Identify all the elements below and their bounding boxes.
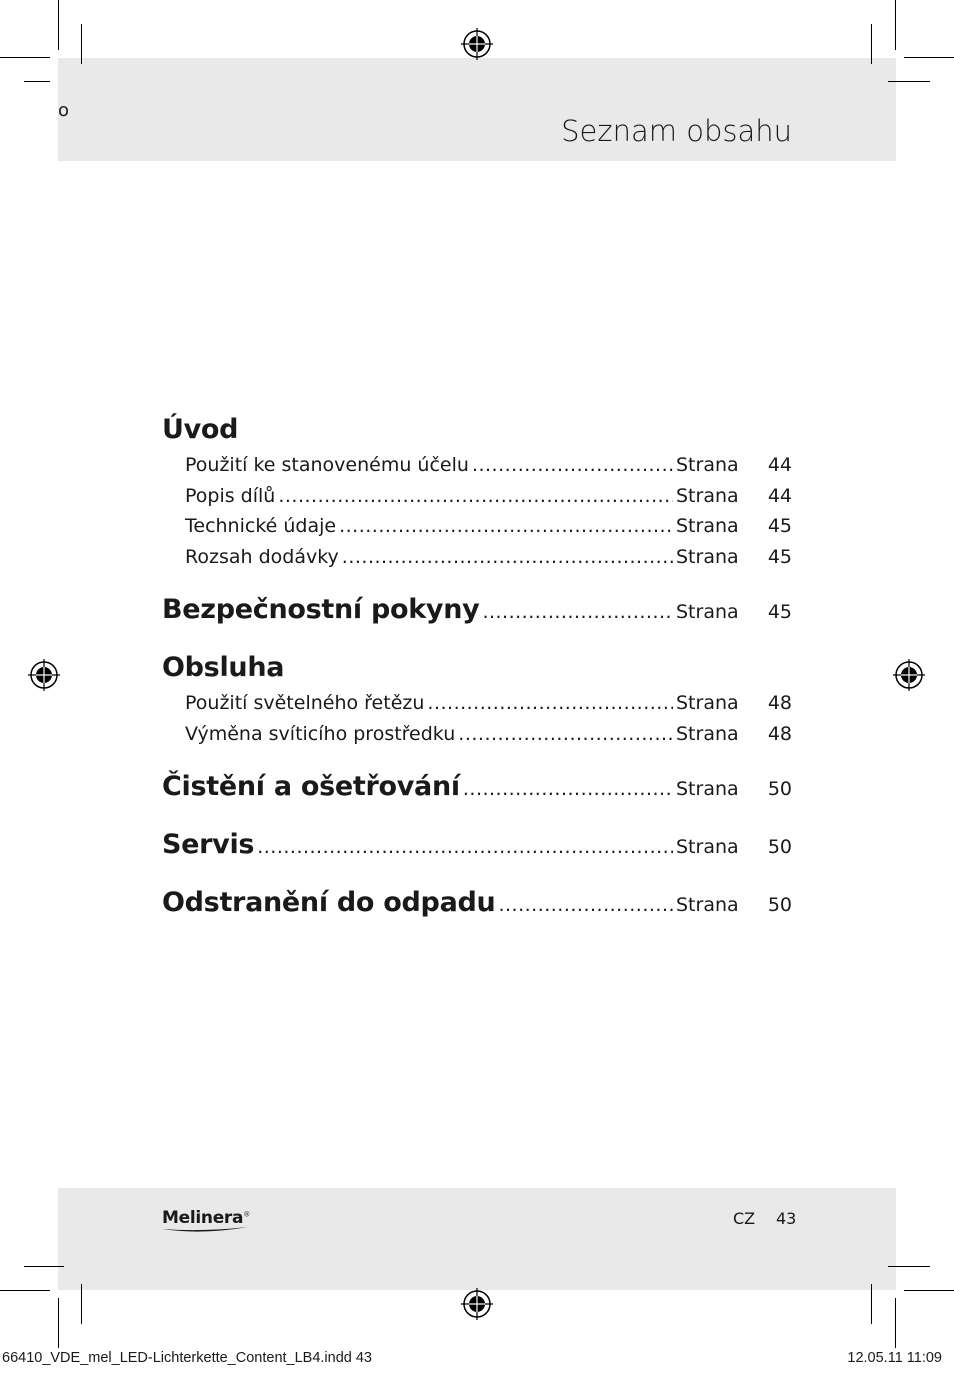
toc-entry[interactable] [162,719,792,750]
crop-mark [904,1290,954,1291]
footer-language: CZ [733,1209,756,1228]
footer-page-number: 43 [776,1209,797,1228]
crop-mark [895,1298,896,1348]
toc-section-title: Obsluha [162,652,285,683]
toc-strana: Strana [676,778,739,800]
toc-section-entry[interactable] [162,590,792,630]
toc-strana: Strana [676,454,739,476]
toc-section-title: Úvod [162,414,239,445]
crop-mark [888,1266,930,1267]
toc-section-entry[interactable] [162,883,792,923]
crop-mark [0,57,50,58]
toc-entry-label: Technické údaje [185,515,337,537]
toc-section-title: Odstranění do odpadu [162,887,496,918]
toc-section-title: Servis [162,829,255,860]
dot-leader [278,481,673,512]
toc-strana: Strana [676,601,739,623]
toc-page-number: 44 [767,484,792,507]
registration-mark-icon [461,28,493,60]
toc-strana: Strana [676,722,739,745]
toc-page-number: 45 [767,545,792,568]
logo-text: Melinera [162,1208,244,1228]
crop-mark [871,24,872,64]
toc-entry-label: Rozsah dodávky [185,545,339,568]
toc-page-number: 50 [767,894,792,916]
toc-strana: Strana [676,545,739,568]
dot-leader [339,511,673,542]
registration-mark-icon [461,1288,493,1320]
dot-leader [257,827,673,867]
toc-page-number: 45 [767,515,792,537]
toc-page-number: 44 [767,454,792,476]
page-title: Seznam obsahu [561,114,792,148]
dot-leader [458,719,673,750]
dot-leader [498,885,673,925]
toc-section-entry[interactable] [162,825,792,865]
crop-mark [81,1284,82,1324]
melinera-logo [162,1208,250,1234]
dot-leader [472,450,673,481]
toc-page-number: 50 [767,778,792,800]
toc-strana: Strana [676,836,739,858]
dot-leader [463,769,673,809]
crop-mark [81,24,82,64]
footer-band [58,1188,896,1290]
toc-section-title: Čistění a ošetřování [162,771,460,802]
toc-strana: Strana [676,692,739,714]
toc-strana: Strana [676,484,739,507]
print-slug-filename: 66410_VDE_mel_LED-Lichterkette_Content_LB4.indd 43 [2,1350,372,1366]
crop-mark [888,81,930,82]
toc-section-entry[interactable] [162,767,792,807]
toc-entry[interactable] [162,688,792,719]
toc-entry-label: Použití ke stanovenému účelu [185,454,469,476]
crop-mark [58,0,59,50]
toc-strana: Strana [676,515,739,537]
toc-strana: Strana [676,894,739,916]
crop-mark [871,1284,872,1324]
toc-entry-label: Použití světelného řetězu [185,692,425,714]
toc-entry[interactable] [162,481,792,512]
toc-entry[interactable] [162,542,792,573]
dot-leader [427,688,673,719]
toc-entry-label: Výměna svíticího prostředku [185,722,456,745]
dot-leader [342,542,673,573]
toc-entry-label: Popis dílů [185,484,276,507]
toc-page-number: 45 [767,601,792,623]
toc-page-number: 48 [767,692,792,714]
crop-mark [0,1290,50,1291]
dot-leader [482,592,673,632]
crop-mark [904,57,954,58]
crop-mark [24,1266,64,1267]
crop-mark [24,81,50,82]
toc-page-number: 48 [767,722,792,745]
toc-section-title: Bezpečnostní pokyny [162,594,480,625]
crop-mark [895,0,896,50]
toc-entry[interactable] [162,511,792,542]
logo-registered-mark: ® [243,1210,251,1219]
toc-entry[interactable] [162,450,792,481]
registration-mark-icon [28,659,60,691]
print-slug-datetime: 12.05.11 11:09 [847,1350,942,1366]
registration-mark-icon [893,659,925,691]
corner-glyph: o [58,100,70,121]
crop-mark [58,1298,59,1348]
table-of-contents [162,410,792,923]
toc-page-number: 50 [767,836,792,858]
